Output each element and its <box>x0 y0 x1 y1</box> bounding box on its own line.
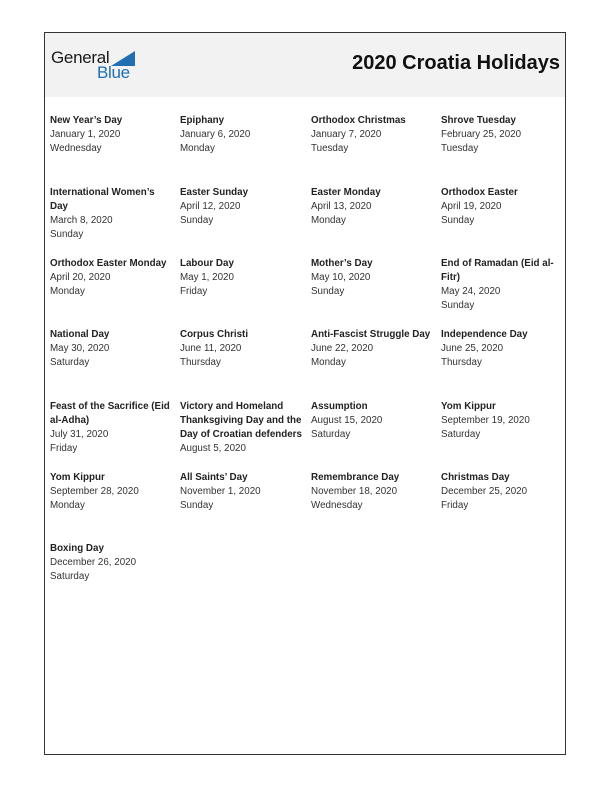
holiday-name: International Women’s Day <box>50 187 155 212</box>
holiday-date: December 25, 2020 <box>441 486 528 497</box>
holiday-name: New Year’s Day <box>50 115 123 126</box>
page-frame <box>44 32 566 755</box>
holiday-weekday: Wednesday <box>50 143 102 154</box>
holiday-date: January 1, 2020 <box>50 129 121 140</box>
holiday-weekday: Tuesday <box>441 143 479 154</box>
holiday-name: Independence Day <box>441 329 528 340</box>
holiday-item <box>311 328 433 370</box>
holiday-date: May 1, 2020 <box>180 272 234 283</box>
holiday-date: July 31, 2020 <box>50 429 109 440</box>
holiday-date: April 13, 2020 <box>311 201 372 212</box>
holiday-item <box>311 186 433 228</box>
holiday-name: End of Ramadan (Eid al-Fitr) <box>441 258 554 283</box>
holiday-weekday: Saturday <box>441 429 481 440</box>
holiday-item <box>50 186 172 242</box>
holiday-name: National Day <box>50 329 110 340</box>
holiday-date: September 19, 2020 <box>441 415 530 426</box>
holiday-name: Orthodox Easter Monday <box>50 258 167 269</box>
holiday-item <box>441 400 563 442</box>
holiday-weekday: Thursday <box>441 357 482 368</box>
holiday-weekday: Saturday <box>50 571 90 582</box>
holiday-name: Corpus Christi <box>180 329 249 340</box>
holiday-item <box>180 114 302 156</box>
holiday-name: Mother’s Day <box>311 258 373 269</box>
holiday-date: May 30, 2020 <box>50 343 110 354</box>
holiday-date: August 15, 2020 <box>311 415 383 426</box>
holiday-item <box>311 114 433 156</box>
holiday-item <box>311 257 433 299</box>
holiday-name: Anti-Fascist Struggle Day <box>311 329 431 340</box>
holiday-name: Epiphany <box>180 115 225 126</box>
holiday-item <box>441 114 563 156</box>
holiday-item <box>441 471 563 513</box>
holiday-name: Assumption <box>311 401 368 412</box>
holiday-weekday: Monday <box>311 357 346 368</box>
holiday-weekday: Monday <box>50 286 85 297</box>
holiday-date: June 25, 2020 <box>441 343 504 354</box>
holiday-date: March 8, 2020 <box>50 215 113 226</box>
holiday-name: Yom Kippur <box>441 401 496 412</box>
holiday-weekday: Monday <box>311 215 346 226</box>
page-title: 2020 Croatia Holidays <box>352 52 560 74</box>
holiday-item <box>311 400 433 442</box>
holiday-weekday: Thursday <box>180 357 221 368</box>
holiday-date: January 7, 2020 <box>311 129 382 140</box>
holiday-item <box>180 400 302 456</box>
holiday-date: August 5, 2020 <box>180 443 246 454</box>
holiday-date: December 26, 2020 <box>50 557 137 568</box>
holiday-item <box>50 257 172 299</box>
holiday-date: June 11, 2020 <box>180 343 242 354</box>
holiday-item <box>180 257 302 299</box>
holiday-date: September 28, 2020 <box>50 486 139 497</box>
holiday-name: Christmas Day <box>441 472 510 483</box>
holiday-name: Yom Kippur <box>50 472 105 483</box>
holiday-name: All Saints’ Day <box>180 472 248 483</box>
holiday-weekday: Monday <box>50 500 85 511</box>
holiday-name: Labour Day <box>180 258 234 269</box>
holiday-date: May 10, 2020 <box>311 272 371 283</box>
holiday-weekday: Friday <box>441 500 469 511</box>
holiday-weekday: Sunday <box>441 215 475 226</box>
holiday-item <box>441 328 563 370</box>
holiday-item <box>311 471 433 513</box>
holiday-item <box>50 400 172 456</box>
holiday-weekday: Sunday <box>311 286 345 297</box>
holiday-weekday: Sunday <box>180 500 214 511</box>
holiday-date: February 25, 2020 <box>441 129 522 140</box>
holiday-weekday: Wednesday <box>311 500 363 511</box>
holiday-date: May 24, 2020 <box>441 286 501 297</box>
holiday-name: Orthodox Easter <box>441 187 518 198</box>
holiday-item <box>180 186 302 228</box>
logo-blue-text: Blue <box>97 63 130 82</box>
holiday-weekday: Monday <box>180 143 215 154</box>
holiday-item <box>441 257 563 313</box>
holiday-date: January 6, 2020 <box>180 129 251 140</box>
holiday-date: April 19, 2020 <box>441 201 502 212</box>
holiday-item <box>180 328 302 370</box>
holiday-name: Easter Monday <box>311 187 381 198</box>
holiday-date: November 1, 2020 <box>180 486 261 497</box>
holiday-weekday: Tuesday <box>311 143 349 154</box>
logo-general-text: General <box>51 48 110 67</box>
holiday-name: Victory and Homeland Thanksgiving Day and the Day of Croatian defenders <box>180 401 302 440</box>
holiday-date: November 18, 2020 <box>311 486 398 497</box>
holiday-weekday: Sunday <box>50 229 84 240</box>
holiday-item <box>50 542 172 584</box>
holiday-name: Easter Sunday <box>180 187 249 198</box>
holiday-weekday: Friday <box>50 443 78 454</box>
header-band <box>45 33 565 97</box>
holiday-name: Remembrance Day <box>311 472 400 483</box>
holiday-item <box>50 471 172 513</box>
holiday-weekday: Friday <box>180 286 208 297</box>
holiday-weekday: Saturday <box>311 429 351 440</box>
holiday-name: Feast of the Sacrifice (Eid al-Adha) <box>50 401 170 426</box>
holiday-date: April 20, 2020 <box>50 272 111 283</box>
holiday-date: June 22, 2020 <box>311 343 374 354</box>
holiday-date: April 12, 2020 <box>180 201 241 212</box>
holiday-item <box>50 328 172 370</box>
holiday-item <box>50 114 172 156</box>
holiday-weekday: Sunday <box>180 215 214 226</box>
holiday-weekday: Sunday <box>441 300 475 311</box>
holiday-weekday: Saturday <box>50 357 90 368</box>
logo <box>51 49 141 83</box>
holiday-name: Orthodox Christmas <box>311 115 406 126</box>
holiday-item <box>441 186 563 228</box>
holiday-name: Shrove Tuesday <box>441 115 516 126</box>
holiday-item <box>180 471 302 513</box>
holiday-name: Boxing Day <box>50 543 104 554</box>
